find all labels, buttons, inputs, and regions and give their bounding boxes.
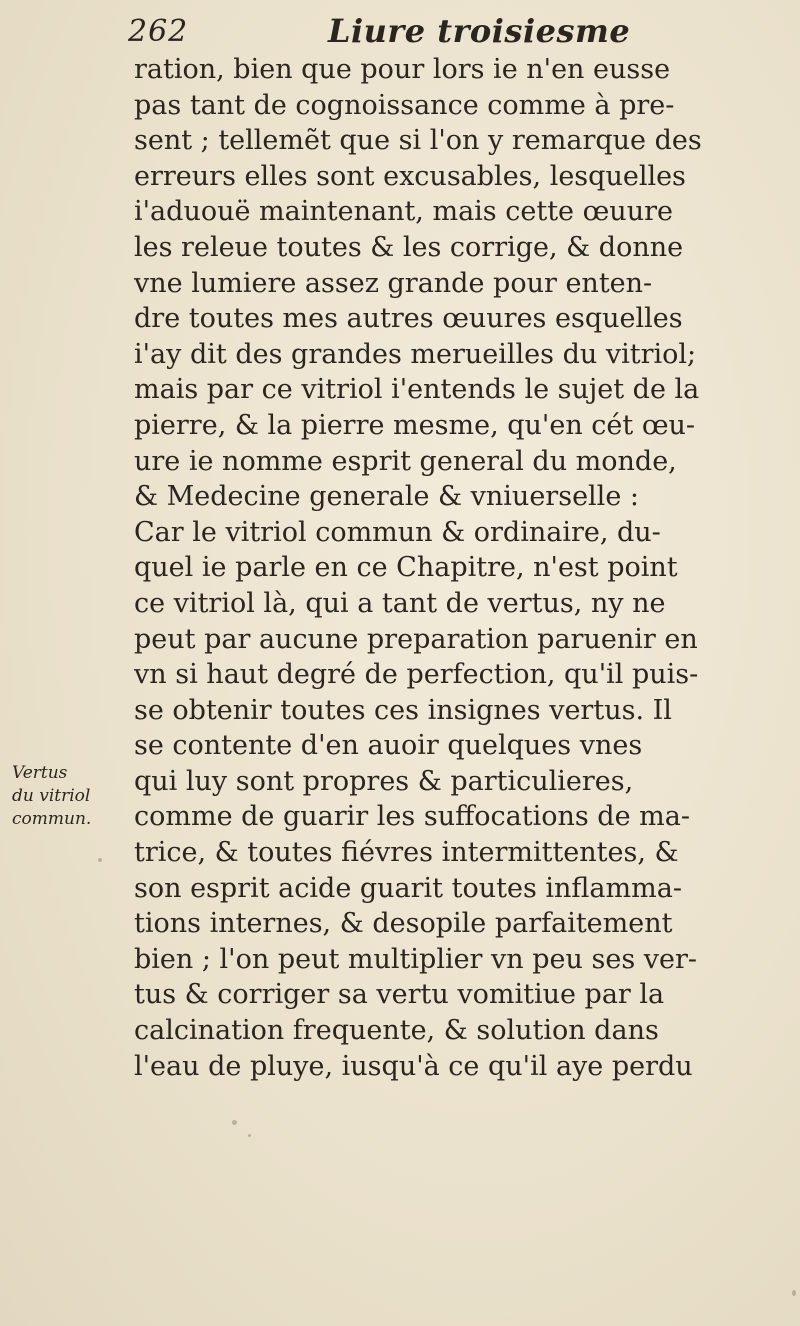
running-head: [128, 8, 688, 58]
text-line: se obtenir toutes ces insignes vertus. Il: [134, 694, 672, 726]
text-line: vn si haut degré de perfection, qu'il puis-: [134, 659, 699, 691]
text-line: i'aduouë maintenant, mais cette œuure: [134, 196, 673, 228]
text-line: tions internes, & desopile parfaitement: [134, 908, 673, 940]
margin-note-line: commun.: [12, 809, 92, 829]
margin-note: [12, 762, 127, 831]
text-line: vne lumiere assez grande pour enten-: [134, 267, 653, 299]
margin-note-line: du vitriol: [12, 786, 91, 806]
text-line: i'ay dit des grandes merueilles du vitriol;: [134, 338, 697, 370]
text-line: & Medecine generale & vniuerselle :: [134, 481, 639, 513]
text-line: quel ie parle en ce Chapitre, n'est point: [134, 552, 678, 584]
text-line: les releue toutes & les corrige, & donne: [134, 231, 684, 263]
text-line: son esprit acide guarit toutes inflamma-: [134, 872, 682, 904]
text-line: ce vitriol là, qui a tant de vertus, ny ne: [134, 587, 666, 619]
paper-speck: [98, 858, 102, 862]
text-line: trice, & toutes fiévres intermittentes, &: [134, 837, 679, 869]
text-line: ure ie nomme esprit general du monde,: [134, 445, 677, 477]
text-line: ration, bien que pour lors ie n'en eusse: [134, 54, 671, 85]
text-line: pas tant de cognoissance comme à pre-: [134, 89, 675, 121]
text-line: peut par aucune preparation paruenir en: [134, 623, 698, 655]
text-line: comme de guarir les suffocations de ma-: [134, 801, 690, 833]
running-title: Liure troisiesme: [328, 12, 631, 50]
text-line: dre toutes mes autres œuures esquelles: [134, 303, 683, 335]
text-line: mais par ce vitriol i'entends le sujet de la: [134, 374, 700, 406]
text-line: l'eau de pluye, iusqu'à ce qu'il aye perdu: [134, 1050, 693, 1082]
text-line: pierre, & la pierre mesme, qu'en cét œu-: [134, 409, 696, 441]
text-line: Car le vitriol commun & ordinaire, du-: [134, 516, 661, 548]
page-number: 262: [128, 14, 189, 49]
text-line: bien ; l'on peut multiplier vn peu ses ver-: [134, 943, 698, 975]
text-line: erreurs elles sont excusables, lesquelles: [134, 160, 686, 192]
text-line: sent ; tellemẽt que si l'on y remarque des: [134, 125, 702, 157]
text-line: tus & corriger sa vertu vomitiue par la: [134, 979, 665, 1011]
body-text: [134, 52, 774, 1084]
margin-note-line: Vertus: [12, 763, 68, 783]
paper-speck: [248, 1134, 251, 1137]
text-line: qui luy sont propres & particulieres,: [134, 765, 634, 797]
paper-speck: [232, 1120, 237, 1125]
paper-speck: [792, 1290, 796, 1296]
text-line: calcination frequente, & solution dans: [134, 1015, 659, 1047]
text-line: se contente d'en auoir quelques vnes: [134, 730, 643, 762]
